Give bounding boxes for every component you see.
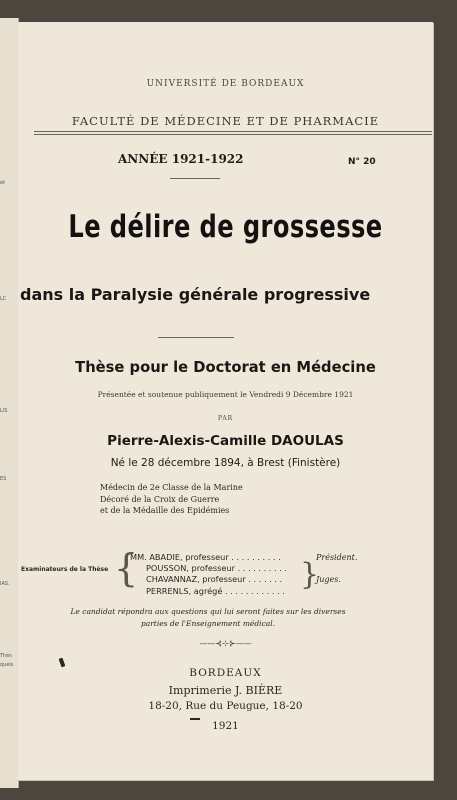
divider	[158, 337, 234, 338]
faculty-name: FACULTÉ DE MÉDECINE ET DE PHARMACIE	[71, 114, 380, 128]
jury-member: PERRENLS, agrégé . . . . . . . . . . . .	[146, 585, 285, 596]
by-label: PAR	[217, 415, 234, 422]
margin-fragment: Thès	[0, 653, 12, 659]
right-brace: }	[300, 557, 320, 592]
author-birth: Né le 28 décembre 1894, à Brest (Finistère)	[110, 457, 341, 469]
title-page	[18, 22, 433, 780]
president-role: Président.	[316, 553, 358, 562]
thesis-number: N° 20	[348, 157, 376, 167]
margin-fragment: LIS	[0, 408, 8, 414]
imprint-city: BORDEAUX	[189, 667, 262, 679]
ink-mark	[59, 658, 66, 668]
thesis-heading: Thèse pour le Doctorat en Médecine	[75, 358, 376, 376]
academic-year: ANNÉE 1921-1922	[118, 152, 244, 166]
ornament: ——⊰⊹⊱——	[199, 639, 252, 648]
jury-label: Examinateurs de la Thèse	[21, 566, 109, 573]
margin-fragment: et	[0, 180, 6, 186]
author-qualifications	[100, 482, 243, 517]
author-name: Pierre-Alexis-Camille DAOULAS	[107, 433, 344, 449]
divider	[170, 178, 220, 179]
thesis-subtitle: dans la Paralysie générale progressive	[20, 285, 371, 304]
imprint-printer: Imprimerie J. BIÈRE	[168, 684, 283, 697]
jury-member: CHAVANNAZ, professeur . . . . . . .	[146, 574, 283, 585]
judges-role: Juges.	[316, 575, 341, 584]
imprint-address: 18-20, Rue du Peugue, 18-20	[148, 700, 303, 712]
left-page-edge	[0, 18, 19, 788]
margin-fragment: ES	[0, 476, 7, 482]
jury-list	[130, 552, 287, 597]
candidate-notice: Le candidat répondra aux questions qui lui seront faites sur les diverses parties de l'Enseignement médical.	[70, 607, 346, 628]
header-rule	[34, 131, 432, 132]
presentation-date: Présentée et soutenue publiquement le Vendredi 9 Décembre 1921	[97, 390, 354, 399]
thesis-title: Le délire de grossesse	[68, 209, 383, 245]
margin-fragment: LC	[0, 296, 7, 302]
jury-member: POUSSON, professeur . . . . . . . . . .	[146, 563, 288, 574]
qualification-line: Médecin de 2e Classe de la Marine	[100, 483, 243, 492]
imprint-year: 1921	[212, 720, 239, 732]
header-rule	[34, 134, 432, 135]
jury-member: MM. ABADIE, professeur . . . . . . . . . .	[130, 552, 281, 562]
university-name: UNIVERSITÉ DE BORDEAUX	[146, 79, 305, 89]
margin-fragment: quels	[0, 662, 14, 668]
qualification-line: et de la Médaille des Epidémies	[100, 506, 230, 515]
qualification-line: Décoré de la Croix de Guerre	[100, 494, 220, 504]
left-brace: {	[114, 546, 139, 590]
margin-fragment: IAS.	[0, 581, 10, 587]
